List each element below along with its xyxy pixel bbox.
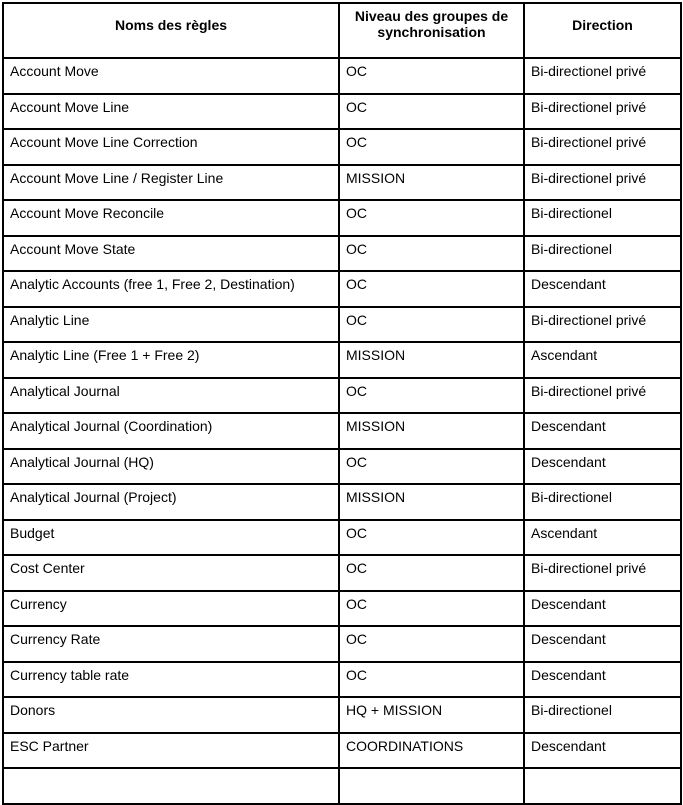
table-row: [3, 662, 681, 698]
table-row: [3, 520, 681, 556]
direction-cell: Bi-directionel privé: [524, 555, 681, 591]
sync-rules-table: [2, 2, 682, 805]
sync-group-level-cell: OC: [339, 271, 524, 307]
table-row: [3, 555, 681, 591]
rule-name-cell: Analytic Accounts (free 1, Free 2, Destination): [3, 271, 339, 307]
sync-group-level-cell: HQ + MISSION: [339, 697, 524, 733]
sync-group-level-cell: OC: [339, 307, 524, 343]
sync-group-level-cell: OC: [339, 58, 524, 94]
rule-name-cell: ESC Partner: [3, 733, 339, 769]
rule-name-cell: Currency: [3, 591, 339, 627]
direction-cell: Bi-directionel: [524, 200, 681, 236]
sync-group-level-cell: OC: [339, 449, 524, 485]
partial-row: [3, 768, 681, 804]
direction-cell: [524, 768, 681, 804]
sync-group-level-cell: OC: [339, 591, 524, 627]
rule-name-cell: Analytical Journal: [3, 378, 339, 414]
table-row: [3, 591, 681, 627]
table-row: [3, 200, 681, 236]
table-row: [3, 697, 681, 733]
direction-cell: Descendant: [524, 626, 681, 662]
direction-cell: Descendant: [524, 413, 681, 449]
direction-cell: Descendant: [524, 449, 681, 485]
sync-group-level-cell: OC: [339, 236, 524, 272]
sync-group-level-cell: OC: [339, 94, 524, 130]
rule-name-cell: Analytic Line: [3, 307, 339, 343]
rule-name-cell: Account Move: [3, 58, 339, 94]
table-row: [3, 626, 681, 662]
rule-name-cell: [3, 768, 339, 804]
rule-name-cell: Donors: [3, 697, 339, 733]
table-row: [3, 484, 681, 520]
sync-group-level-cell: OC: [339, 378, 524, 414]
rule-name-cell: Budget: [3, 520, 339, 556]
sync-group-level-cell: OC: [339, 626, 524, 662]
table-row: [3, 58, 681, 94]
direction-cell: Descendant: [524, 733, 681, 769]
direction-cell: Descendant: [524, 662, 681, 698]
sync-group-level-cell: OC: [339, 555, 524, 591]
rule-name-cell: Currency table rate: [3, 662, 339, 698]
rule-name-cell: Account Move State: [3, 236, 339, 272]
direction-cell: Ascendant: [524, 520, 681, 556]
rule-name-cell: Analytic Line (Free 1 + Free 2): [3, 342, 339, 378]
column-header-sync-group-level: Niveau des groupes de synchronisation: [339, 3, 524, 58]
table-row: [3, 413, 681, 449]
table-row: [3, 165, 681, 201]
direction-cell: Bi-directionel: [524, 484, 681, 520]
direction-cell: Descendant: [524, 591, 681, 627]
table-row: [3, 378, 681, 414]
direction-cell: Bi-directionel: [524, 697, 681, 733]
rule-name-cell: Analytical Journal (Coordination): [3, 413, 339, 449]
table-row: [3, 307, 681, 343]
sync-group-level-cell: MISSION: [339, 342, 524, 378]
table-row: [3, 129, 681, 165]
header-row: [3, 3, 681, 58]
column-header-rule-names: Noms des règles: [3, 3, 339, 58]
direction-cell: Bi-directionel: [524, 236, 681, 272]
rule-name-cell: Analytical Journal (HQ): [3, 449, 339, 485]
direction-cell: Bi-directionel privé: [524, 165, 681, 201]
table-row: [3, 236, 681, 272]
direction-cell: Bi-directionel privé: [524, 307, 681, 343]
sync-group-level-cell: OC: [339, 520, 524, 556]
rule-name-cell: Analytical Journal (Project): [3, 484, 339, 520]
sync-group-level-cell: MISSION: [339, 165, 524, 201]
table-row: [3, 94, 681, 130]
rule-name-cell: Account Move Line: [3, 94, 339, 130]
table-row: [3, 271, 681, 307]
direction-cell: Bi-directionel privé: [524, 129, 681, 165]
rule-name-cell: Currency Rate: [3, 626, 339, 662]
sync-group-level-cell: OC: [339, 200, 524, 236]
rule-name-cell: Cost Center: [3, 555, 339, 591]
sync-group-level-cell: OC: [339, 129, 524, 165]
direction-cell: Bi-directionel privé: [524, 378, 681, 414]
table-row: [3, 449, 681, 485]
rule-name-cell: Account Move Line Correction: [3, 129, 339, 165]
rule-name-cell: Account Move Reconcile: [3, 200, 339, 236]
sync-group-level-cell: MISSION: [339, 484, 524, 520]
table-row: [3, 733, 681, 769]
sync-group-level-cell: [339, 768, 524, 804]
direction-cell: Bi-directionel privé: [524, 94, 681, 130]
sync-group-level-cell: MISSION: [339, 413, 524, 449]
rule-name-cell: Account Move Line / Register Line: [3, 165, 339, 201]
table-row: [3, 342, 681, 378]
sync-group-level-cell: COORDINATIONS: [339, 733, 524, 769]
direction-cell: Bi-directionel privé: [524, 58, 681, 94]
direction-cell: Ascendant: [524, 342, 681, 378]
direction-cell: Descendant: [524, 271, 681, 307]
sync-group-level-cell: OC: [339, 662, 524, 698]
column-header-direction: Direction: [524, 3, 681, 58]
